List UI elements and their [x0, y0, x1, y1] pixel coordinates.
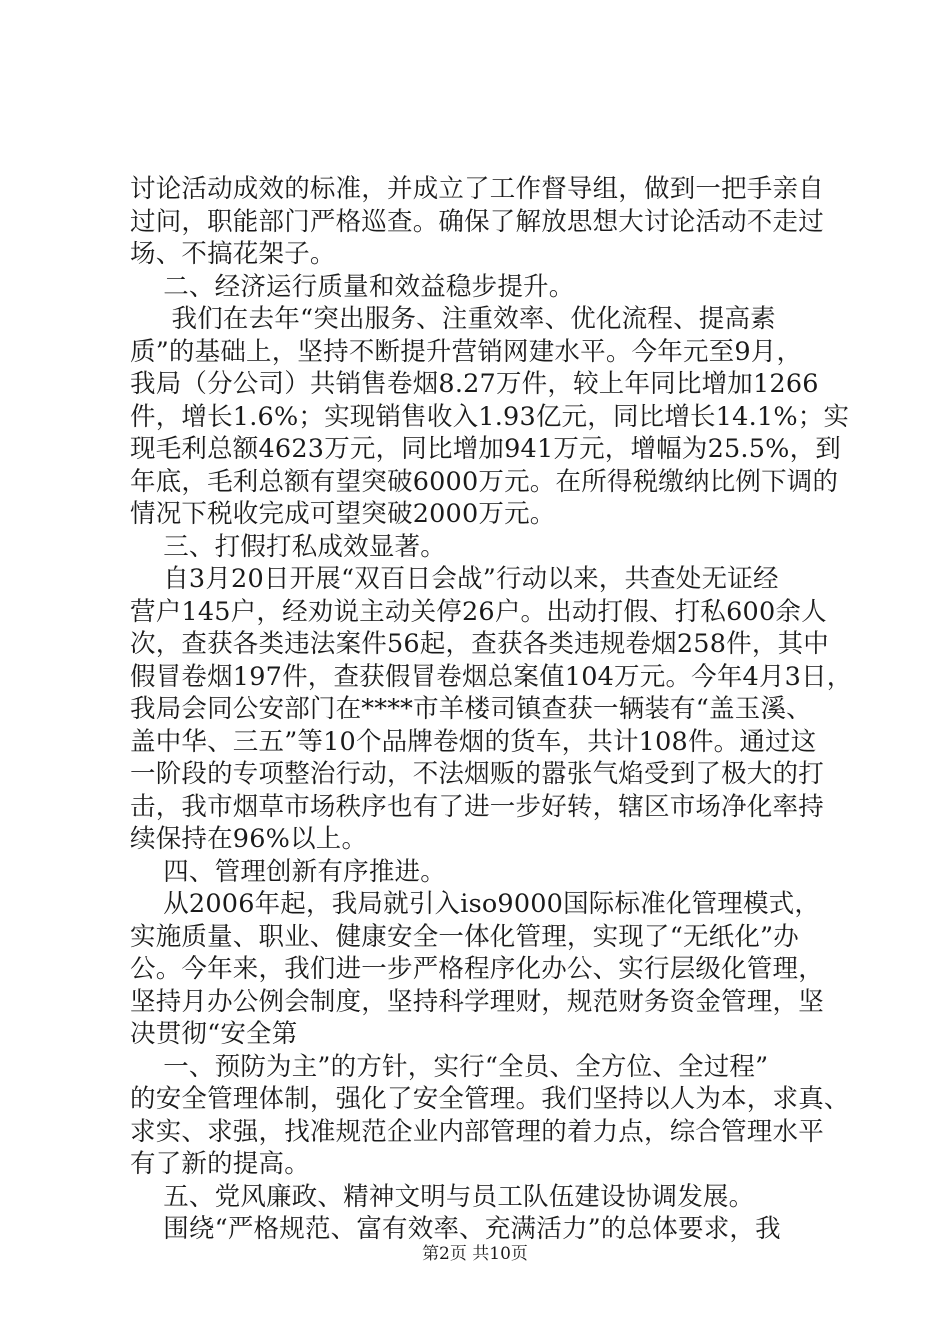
text-line: 我局（分公司）共销售卷烟8.27万件，较上年同比增加1266: [130, 369, 819, 399]
text-line: 质”的基础上，坚持不断提升营销网建水平。今年元至9月，: [130, 336, 803, 367]
text-line: 盖中华、三五”等10个品牌卷烟的货车，共计108件。通过这: [130, 726, 817, 757]
page-footer: 第2页 共10页: [422, 1244, 528, 1264]
text-line: 讨论活动成效的标准，并成立了工作督导组，做到一把手亲自: [130, 174, 824, 204]
text-line: 情况下税收完成可望突破2000万元。: [130, 499, 556, 529]
text-line: 次，查获各类违法案件56起，查获各类违规卷烟258件，其中: [130, 629, 829, 659]
text-line: 有了新的提高。: [130, 1149, 310, 1179]
text-line: 件，增长1.6%；实现销售收入1.93亿元，同比增长14.1%；实: [130, 401, 850, 432]
text-line: 三、打假打私成效显著。: [130, 531, 446, 562]
text-line: 我们在去年“突出服务、注重效率、优化流程、提高素: [130, 304, 776, 334]
text-line: 现毛利总额4623万元，同比增加941万元，增幅为25.5%，到: [130, 434, 841, 464]
text-line: 实施质量、职业、健康安全一体化管理，实现了“无纸化”办: [130, 921, 799, 952]
text-line: 决贯彻“安全第: [130, 1019, 298, 1049]
text-line: 围绕“严格规范、富有效率、充满活力”的总体要求，我: [130, 1214, 781, 1244]
text-line: 二、经济运行质量和效益稳步提升。: [130, 271, 575, 302]
text-line: 公。今年来，我们进一步严格程序化办公、实行层级化管理，: [130, 954, 824, 984]
text-line: 我局会同公安部门在****市羊楼司镇查获一辆装有“盖玉溪、: [130, 694, 812, 724]
text-line: 续保持在96%以上。: [130, 824, 368, 854]
text-line: 营户145户，经劝说主动关停26户。出动打假、打私600余人: [130, 596, 827, 627]
text-line: 假冒卷烟197件，查获假冒卷烟总案值104万元。今年4月3日，: [130, 661, 853, 692]
text-line: 四、管理创新有序推进。: [130, 856, 446, 887]
text-line: 坚持月办公例会制度，坚持科学理财，规范财务资金管理，坚: [130, 986, 824, 1017]
text-line: 求实、求强，找准规范企业内部管理的着力点，综合管理水平: [130, 1116, 824, 1147]
text-line: 一阶段的专项整治行动，不法烟贩的嚣张气焰受到了极大的打: [130, 759, 824, 789]
text-line: 一、预防为主”的方针，实行“全员、全方位、全过程”: [130, 1051, 769, 1082]
text-line: 年底，毛利总额有望突破6000万元。在所得税缴纳比例下调的: [130, 466, 839, 497]
text-line: 过问，职能部门严格巡查。确保了解放思想大讨论活动不走过: [130, 206, 824, 237]
text-line: 击，我市烟草市场秩序也有了进一步好转，辖区市场净化率持: [130, 791, 824, 822]
text-line: 五、党风廉政、精神文明与员工队伍建设协调发展。: [130, 1181, 755, 1212]
body-text: [130, 173, 853, 1246]
text-line: 从2006年起，我局就引入iso9000国际标准化管理模式，: [130, 889, 821, 919]
text-line: 的安全管理体制，强化了安全管理。我们坚持以人为本，求真、: [130, 1084, 850, 1114]
text-line: 自3月20日开展“双百日会战”行动以来，共查处无证经: [130, 564, 779, 594]
text-line: 场、不搞花架子。: [130, 239, 336, 269]
